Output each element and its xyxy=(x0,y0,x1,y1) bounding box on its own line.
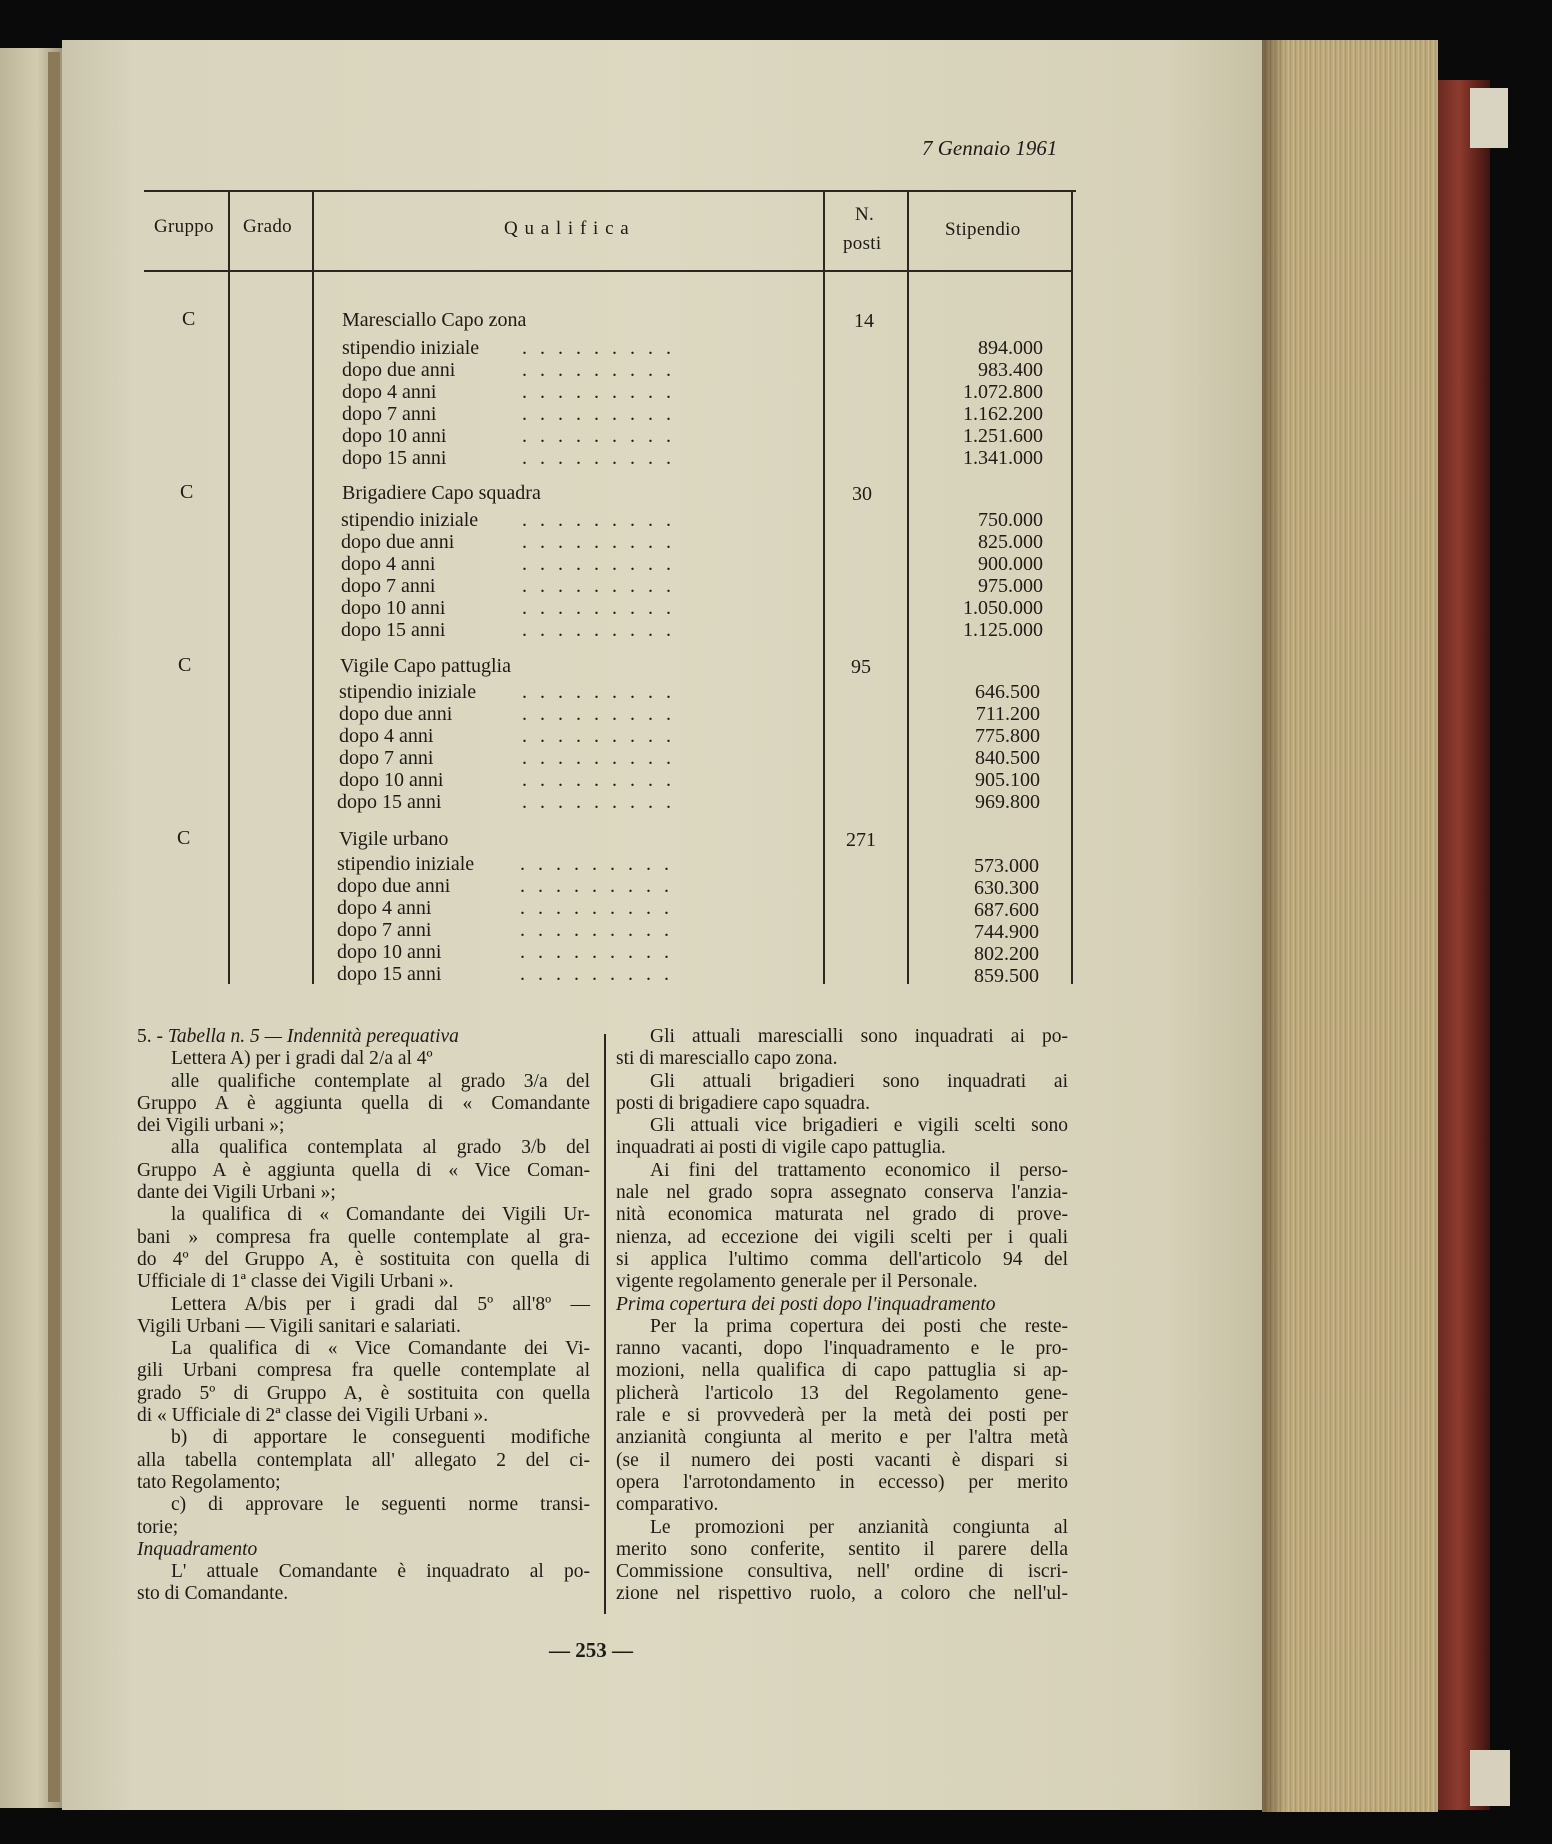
text-line: inquadrati ai posti di vigile capo pattuglia. xyxy=(616,1137,946,1159)
page-number: — 253 — xyxy=(549,1638,633,1662)
text-line: Commissione consultiva, nell' ordine di iscri- xyxy=(616,1561,1068,1583)
text-line: dante dei Vigili Urbani »; xyxy=(137,1182,336,1204)
leader-dots: . . . . . . . . . xyxy=(520,897,673,919)
text-line: zione nel rispettivo ruolo, a coloro che nell'ul- xyxy=(616,1583,1068,1605)
leader-dots: . . . . . . . . . xyxy=(522,619,675,641)
text-line: nità economica maturata nel grado di prove- xyxy=(616,1204,1068,1226)
salary-step-label: stipendio iniziale xyxy=(337,853,475,875)
left-page-binding xyxy=(48,52,60,1802)
leader-dots: . . . . . . . . . xyxy=(522,425,675,447)
text-line: plicherà l'articolo 13 del Regolamento gene- xyxy=(616,1382,1068,1404)
salary-amount: 983.400 xyxy=(978,359,1043,381)
salary-step-label: dopo 7 anni xyxy=(337,919,432,941)
salary-step-label: dopo 10 anni xyxy=(339,769,444,791)
group-gruppo: C xyxy=(178,654,192,676)
text-line: ranno vacanti, dopo l'inquadramento e le pro- xyxy=(616,1338,1068,1360)
text-line: merito sono conferite, sentito il parere della xyxy=(616,1538,1068,1560)
salary-step-label: dopo 7 anni xyxy=(342,403,437,425)
table-col-rule-3 xyxy=(823,192,825,984)
salary-step-label: dopo due anni xyxy=(339,703,453,725)
leader-dots: . . . . . . . . . xyxy=(522,703,675,725)
salary-step-label: dopo 15 anni xyxy=(337,791,442,813)
book-cover xyxy=(1438,80,1490,1810)
text-line: La qualifica di « Vice Comandante dei Vi- xyxy=(171,1338,590,1360)
text-line: Ai fini del trattamento economico il perso- xyxy=(650,1159,1068,1181)
salary-step-label: dopo 4 anni xyxy=(341,553,436,575)
text-line: L' attuale Comandante è inquadrato al po- xyxy=(171,1561,590,1583)
left-text-column xyxy=(137,1026,590,1606)
leader-dots: . . . . . . . . . xyxy=(522,337,675,359)
column-header-gruppo: Gruppo xyxy=(154,216,214,237)
gutter-shadow xyxy=(1262,40,1286,1812)
leader-dots: . . . . . . . . . xyxy=(522,747,675,769)
leader-dots: . . . . . . . . . xyxy=(522,403,675,425)
salary-step-label: dopo 10 anni xyxy=(337,941,442,963)
salary-amount: 975.000 xyxy=(978,575,1043,597)
text-line: Gli attuali vice brigadieri e vigili scelti sono xyxy=(650,1115,1068,1137)
column-header-stipendio: Stipendio xyxy=(945,219,1021,240)
salary-amount: 1.050.000 xyxy=(963,597,1043,619)
salary-step-label: dopo due anni xyxy=(342,359,456,381)
text-line: nienza, ad eccezione dei vigili scelti per i quali xyxy=(616,1226,1068,1248)
text-line: di « Ufficiale di 2ª classe dei Vigili Urbani ». xyxy=(137,1405,489,1427)
text-line: comparativo. xyxy=(616,1494,719,1516)
leader-dots: . . . . . . . . . xyxy=(520,853,673,875)
salary-step-label: dopo 15 anni xyxy=(341,619,446,641)
salary-step-label: dopo 4 anni xyxy=(342,381,437,403)
section-number: 5. - xyxy=(137,1026,163,1047)
salary-step-label: dopo 15 anni xyxy=(337,963,442,985)
text-line: la qualifica di « Comandante dei Vigili Ur- xyxy=(171,1204,590,1226)
text-line: sti di maresciallo capo zona. xyxy=(616,1048,838,1070)
salary-amount: 894.000 xyxy=(978,337,1043,359)
salary-step-label: dopo 4 anni xyxy=(339,725,434,747)
text-line: grado 5º di Gruppo A, è sostituita con quella xyxy=(137,1382,590,1404)
text-line: anzianità congiunta al merito e per l'altra metà xyxy=(616,1427,1068,1449)
header-date: 7 Gennaio 1961 xyxy=(922,136,1058,160)
leader-dots: . . . . . . . . . xyxy=(522,769,675,791)
text-line: si applica l'ultimo comma dell'articolo 94 del xyxy=(616,1248,1068,1270)
group-gruppo: C xyxy=(182,308,196,330)
text-line: dei Vigili urbani »; xyxy=(137,1115,285,1137)
leader-dots: . . . . . . . . . xyxy=(522,531,675,553)
salary-amount: 711.200 xyxy=(975,703,1040,725)
leader-dots: . . . . . . . . . xyxy=(520,919,673,941)
salary-step-label: dopo 7 anni xyxy=(341,575,436,597)
text-line: bani » compresa fra quelle contemplate al gra- xyxy=(137,1226,590,1248)
text-line: mozioni, nella qualifica di capo pattuglia si ap- xyxy=(616,1360,1068,1382)
text-line: alla qualifica contemplata al grado 3/b del xyxy=(171,1137,590,1159)
leader-dots: . . . . . . . . . xyxy=(522,725,675,747)
salary-amount: 1.341.000 xyxy=(963,447,1043,469)
table-top-rule xyxy=(144,190,1076,192)
leader-dots: . . . . . . . . . xyxy=(522,553,675,575)
table-col-rule-5 xyxy=(1071,192,1073,984)
salary-step-label: dopo 10 anni xyxy=(341,597,446,619)
text-line: (se il numero dei posti vacanti è dispari si xyxy=(616,1449,1068,1471)
salary-amount: 969.800 xyxy=(975,791,1040,813)
leader-dots: . . . . . . . . . xyxy=(522,381,675,403)
text-line: nale nel grado sopra assegnato conserva l'anzia- xyxy=(616,1182,1068,1204)
text-line: alle qualifiche contemplate al grado 3/a del xyxy=(171,1070,590,1092)
group-posti: 14 xyxy=(854,310,874,332)
salary-amount: 859.500 xyxy=(974,965,1039,987)
salary-step-label: stipendio iniziale xyxy=(341,509,479,531)
salary-step-label: dopo due anni xyxy=(341,531,455,553)
leader-dots: . . . . . . . . . xyxy=(522,447,675,469)
group-posti: 95 xyxy=(851,656,871,678)
column-header-qualifica: Q u a l i f i c a xyxy=(504,218,630,239)
group-qualifica: Maresciallo Capo zona xyxy=(342,309,527,331)
leader-dots: . . . . . . . . . xyxy=(522,359,675,381)
group-gruppo: C xyxy=(177,827,191,849)
text-line: do 4º del Gruppo A, è sostituita con quella di xyxy=(137,1248,590,1270)
text-line: Ufficiale di 1ª classe dei Vigili Urbani ». xyxy=(137,1271,454,1293)
section-title: Tabella n. 5 — Indennità perequativa xyxy=(167,1026,459,1047)
text-line: Gli attuali marescialli sono inquadrati ai po- xyxy=(650,1026,1068,1047)
group-posti: 30 xyxy=(852,483,872,505)
salary-amount: 1.125.000 xyxy=(963,619,1043,641)
leader-dots: . . . . . . . . . xyxy=(520,875,673,897)
text-line: rale e si provvederà per la metà dei posti per xyxy=(616,1405,1068,1427)
page-stack-edge xyxy=(1262,40,1438,1812)
text-line: sto di Comandante. xyxy=(137,1583,289,1605)
salary-step-label: dopo 4 anni xyxy=(337,897,432,919)
salary-amount: 905.100 xyxy=(975,769,1040,791)
group-qualifica: Brigadiere Capo squadra xyxy=(342,482,541,504)
salary-amount: 1.251.600 xyxy=(963,425,1043,447)
group-gruppo: C xyxy=(180,481,194,503)
text-line: Vigili Urbani — Vigili sanitari e salariati. xyxy=(137,1315,461,1337)
table-col-rule-2 xyxy=(312,192,314,984)
salary-amount: 1.162.200 xyxy=(963,403,1043,425)
salary-amount: 630.300 xyxy=(974,877,1039,899)
leader-dots: . . . . . . . . . xyxy=(522,509,675,531)
leader-dots: . . . . . . . . . xyxy=(522,791,675,813)
salary-step-label: dopo 10 anni xyxy=(342,425,447,447)
salary-step-label: stipendio iniziale xyxy=(339,681,477,703)
cover-corner-top xyxy=(1470,88,1508,148)
salary-step-label: stipendio iniziale xyxy=(342,337,480,359)
salary-amount: 825.000 xyxy=(978,531,1043,553)
salary-step-label: dopo 15 anni xyxy=(342,447,447,469)
section-heading xyxy=(137,1026,590,1048)
group-posti: 271 xyxy=(846,829,876,851)
text-line: Gruppo A è aggiunta quella di « Vice Coman- xyxy=(137,1159,590,1181)
salary-amount: 744.900 xyxy=(974,921,1039,943)
leader-dots: . . . . . . . . . xyxy=(520,963,673,985)
salary-amount: 687.600 xyxy=(974,899,1039,921)
leader-dots: . . . . . . . . . xyxy=(522,575,675,597)
text-line: Lettera A) per i gradi dal 2/a al 4º xyxy=(171,1048,433,1070)
cover-corner-bottom xyxy=(1470,1750,1510,1806)
text-line: opera l'arrotondamento in eccesso) per merito xyxy=(616,1471,1068,1493)
salary-amount: 646.500 xyxy=(975,681,1040,703)
salary-amount: 573.000 xyxy=(974,855,1039,877)
text-line: Gli attuali brigadieri sono inquadrati ai xyxy=(650,1070,1068,1092)
group-qualifica: Vigile urbano xyxy=(339,828,449,850)
salary-amount: 750.000 xyxy=(978,509,1043,531)
text-line: tato Regolamento; xyxy=(137,1471,281,1493)
text-line: gili Urbani compresa fra quelle contemplate al xyxy=(137,1360,590,1382)
text-line: posti di brigadiere capo squadra. xyxy=(616,1092,870,1114)
right-text-column xyxy=(616,1026,1068,1606)
leader-dots: . . . . . . . . . xyxy=(522,597,675,619)
subheading-prima-copertura: Prima copertura dei posti dopo l'inquadramento xyxy=(616,1293,996,1315)
leader-dots: . . . . . . . . . xyxy=(522,681,675,703)
text-line: Per la prima copertura dei posti che reste- xyxy=(650,1315,1068,1337)
table-col-rule-1 xyxy=(228,192,230,984)
column-header-grado: Grado xyxy=(243,216,292,237)
salary-amount: 840.500 xyxy=(975,747,1040,769)
salary-amount: 775.800 xyxy=(975,725,1040,747)
text-line: torie; xyxy=(137,1516,179,1538)
column-divider xyxy=(604,1034,606,1614)
salary-amount: 802.200 xyxy=(974,943,1039,965)
text-line: Le promozioni per anzianità congiunta al xyxy=(650,1516,1068,1538)
salary-step-label: dopo 7 anni xyxy=(339,747,434,769)
text-line: c) di approvare le seguenti norme transi- xyxy=(171,1494,590,1516)
text-line: Gruppo A è aggiunta quella di « Comandante xyxy=(137,1092,590,1114)
column-header-n-posti-label: posti xyxy=(843,233,882,254)
salary-amount: 1.072.800 xyxy=(963,381,1043,403)
text-line: alla tabella contemplata all' allegato 2 del ci- xyxy=(137,1449,590,1471)
salary-amount: 900.000 xyxy=(978,553,1043,575)
subheading-inquadramento: Inquadramento xyxy=(137,1538,258,1560)
group-qualifica: Vigile Capo pattuglia xyxy=(340,655,511,677)
text-line: Lettera A/bis per i gradi dal 5º all'8º — xyxy=(171,1293,590,1315)
text-line: b) di apportare le conseguenti modifiche xyxy=(171,1427,590,1449)
column-header-n-posti-number: N. xyxy=(855,204,875,225)
table-header-rule xyxy=(144,270,1072,272)
text-line: vigente regolamento generale per il Personale. xyxy=(616,1271,978,1293)
leader-dots: . . . . . . . . . xyxy=(520,941,673,963)
salary-step-label: dopo due anni xyxy=(337,875,451,897)
